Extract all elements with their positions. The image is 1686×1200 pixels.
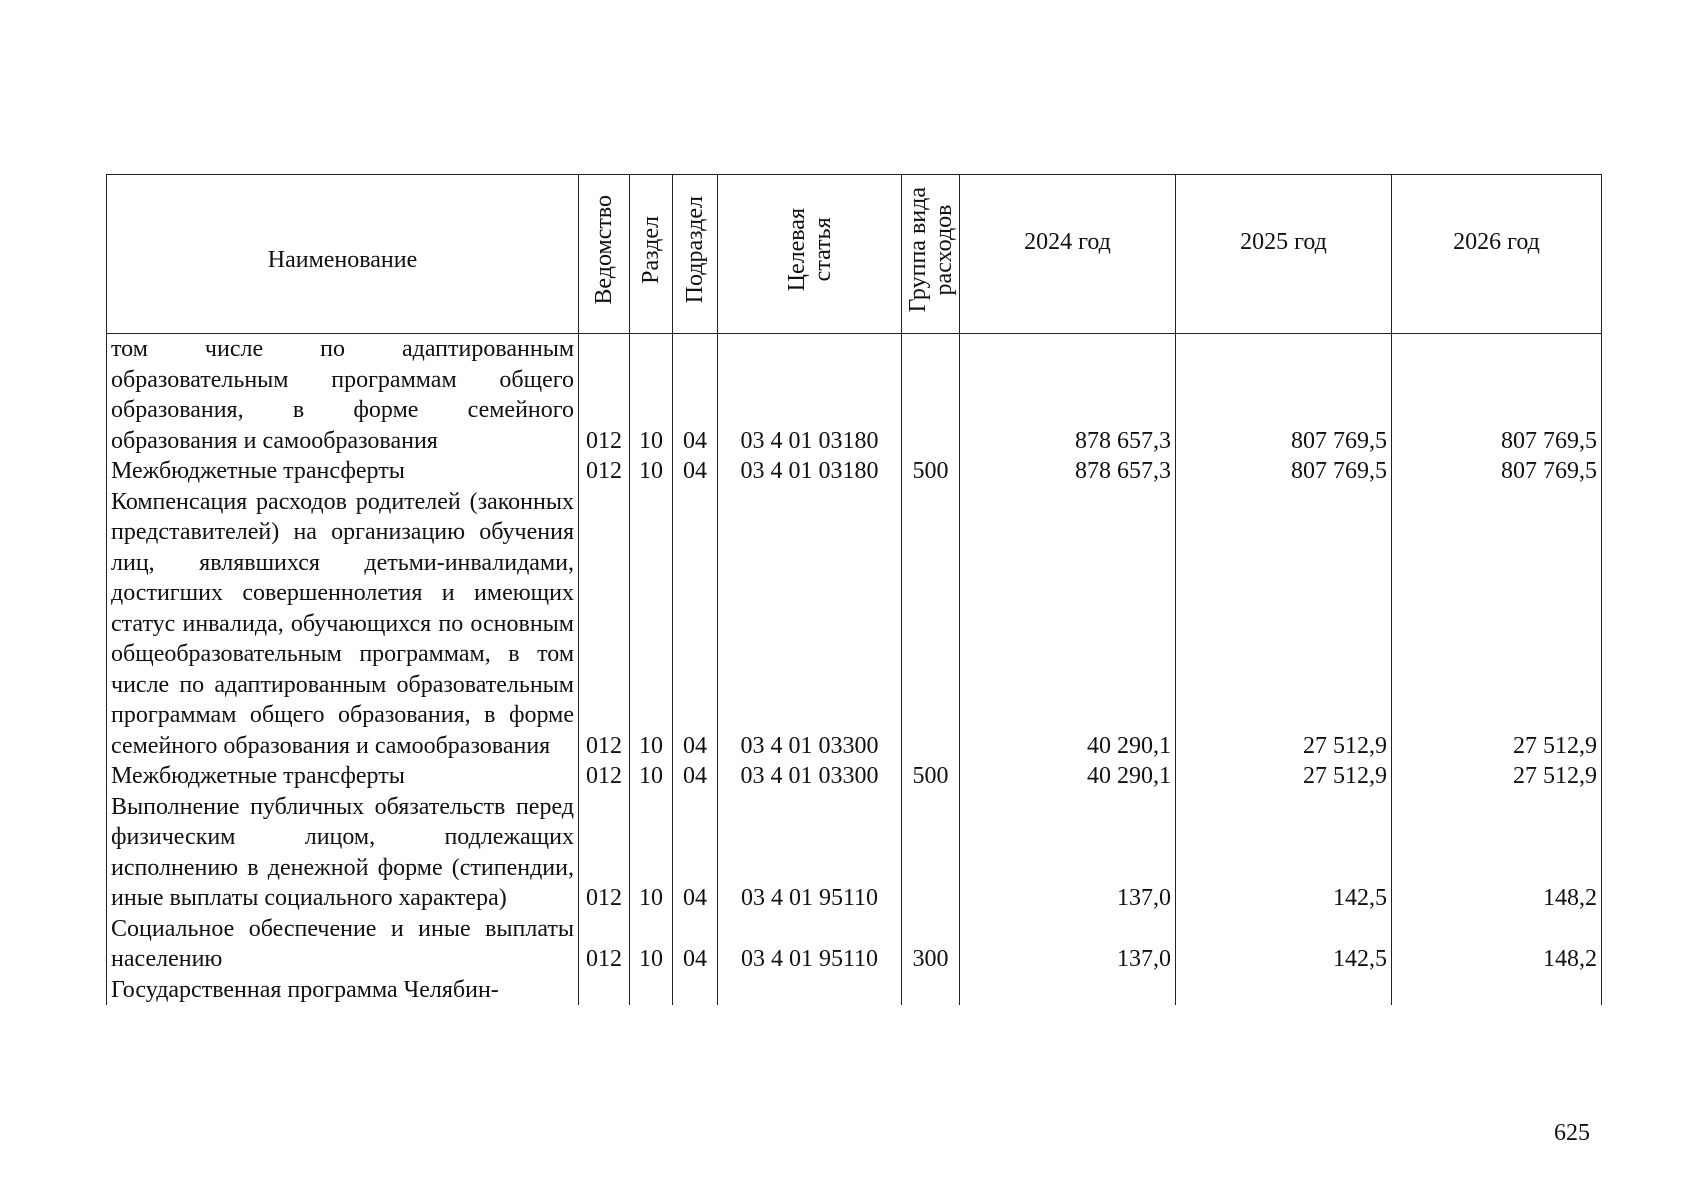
row-expense-group (902, 334, 960, 457)
row-value-2025: 807 769,5 (1176, 456, 1392, 487)
row-value-2024: 878 657,3 (960, 456, 1176, 487)
row-value-2026: 27 512,9 (1392, 761, 1602, 792)
row-expense-group (902, 487, 960, 762)
row-value-2025: 27 512,9 (1176, 487, 1392, 762)
header-2025: 2025 год (1176, 175, 1392, 334)
row-value-2025: 142,5 (1176, 914, 1392, 975)
row-value-2025: 142,5 (1176, 792, 1392, 914)
table-row (107, 487, 1602, 762)
row-name: Межбюджетные трансферты (107, 456, 579, 487)
row-department: 012 (579, 761, 630, 792)
row-value-2024: 878 657,3 (960, 334, 1176, 457)
header-2024: 2024 год (960, 175, 1176, 334)
row-value-2024 (960, 975, 1176, 1006)
row-value-2026: 148,2 (1392, 914, 1602, 975)
row-subsection: 04 (673, 334, 718, 457)
row-target-article: 03 4 01 03180 (718, 334, 902, 457)
row-value-2025 (1176, 975, 1392, 1006)
row-subsection (673, 975, 718, 1006)
table-row (107, 792, 1602, 914)
row-section (630, 975, 673, 1006)
row-section: 10 (630, 914, 673, 975)
header-department: Ведомство (579, 175, 630, 334)
table-row (107, 456, 1602, 487)
budget-table-container (106, 174, 1601, 1096)
header-expense-group: Группа вида расходов (902, 175, 960, 334)
row-department: 012 (579, 792, 630, 914)
row-subsection: 04 (673, 456, 718, 487)
row-target-article: 03 4 01 03300 (718, 761, 902, 792)
row-subsection: 04 (673, 792, 718, 914)
row-department: 012 (579, 914, 630, 975)
row-value-2026: 148,2 (1392, 792, 1602, 914)
row-value-2025: 27 512,9 (1176, 761, 1392, 792)
row-name: том числе по адаптированным образовательным программам общего образования, в форме семейного образования и самообразования (107, 334, 579, 457)
row-section: 10 (630, 761, 673, 792)
row-target-article: 03 4 01 95110 (718, 914, 902, 975)
row-expense-group: 300 (902, 914, 960, 975)
row-section: 10 (630, 456, 673, 487)
row-expense-group: 500 (902, 761, 960, 792)
row-value-2024: 137,0 (960, 792, 1176, 914)
header-row (107, 175, 1602, 334)
row-name: Компенсация расходов родителей (законных представителей) на организацию обучения лиц, являвшихся детьми-инвалидами, достигших совершеннолетия и имеющих статус инвалида, обучающихся по основным общеобразовательным программам, в том числе по адаптированным образовательным программам общего образования, в форме семейного образования и самообразования (107, 487, 579, 762)
row-name: Межбюджетные трансферты (107, 761, 579, 792)
header-name: Наименование (107, 175, 579, 334)
table-row (107, 914, 1602, 975)
row-target-article: 03 4 01 95110 (718, 792, 902, 914)
table-row (107, 334, 1602, 457)
row-target-article: 03 4 01 03180 (718, 456, 902, 487)
row-value-2024: 40 290,1 (960, 761, 1176, 792)
row-name: Государственная программа Челябин- (107, 975, 579, 1006)
page-number: 625 (1554, 1120, 1590, 1146)
row-value-2026 (1392, 975, 1602, 1006)
row-value-2026: 807 769,5 (1392, 456, 1602, 487)
row-target-article (718, 975, 902, 1006)
row-department: 012 (579, 334, 630, 457)
row-department (579, 975, 630, 1006)
row-value-2026: 27 512,9 (1392, 487, 1602, 762)
row-value-2024: 40 290,1 (960, 487, 1176, 762)
row-subsection: 04 (673, 487, 718, 762)
row-name: Выполнение публичных обязательств перед физическим лицом, подлежащих исполнению в денежной форме (стипендии, иные выплаты социального характера) (107, 792, 579, 914)
row-section: 10 (630, 792, 673, 914)
header-subsection: Подраздел (673, 175, 718, 334)
row-value-2026: 807 769,5 (1392, 334, 1602, 457)
row-expense-group: 500 (902, 456, 960, 487)
table-row (107, 761, 1602, 792)
budget-table (106, 174, 1602, 1005)
row-expense-group (902, 792, 960, 914)
row-target-article: 03 4 01 03300 (718, 487, 902, 762)
row-name: Социальное обеспечение и иные выплаты населению (107, 914, 579, 975)
row-department: 012 (579, 456, 630, 487)
row-value-2025: 807 769,5 (1176, 334, 1392, 457)
row-section: 10 (630, 334, 673, 457)
header-section: Раздел (630, 175, 673, 334)
row-department: 012 (579, 487, 630, 762)
row-subsection: 04 (673, 761, 718, 792)
table-row (107, 975, 1602, 1006)
header-target-article: Целевая статья (718, 175, 902, 334)
header-2026: 2026 год (1392, 175, 1602, 334)
row-section: 10 (630, 487, 673, 762)
row-expense-group (902, 975, 960, 1006)
row-value-2024: 137,0 (960, 914, 1176, 975)
row-subsection: 04 (673, 914, 718, 975)
